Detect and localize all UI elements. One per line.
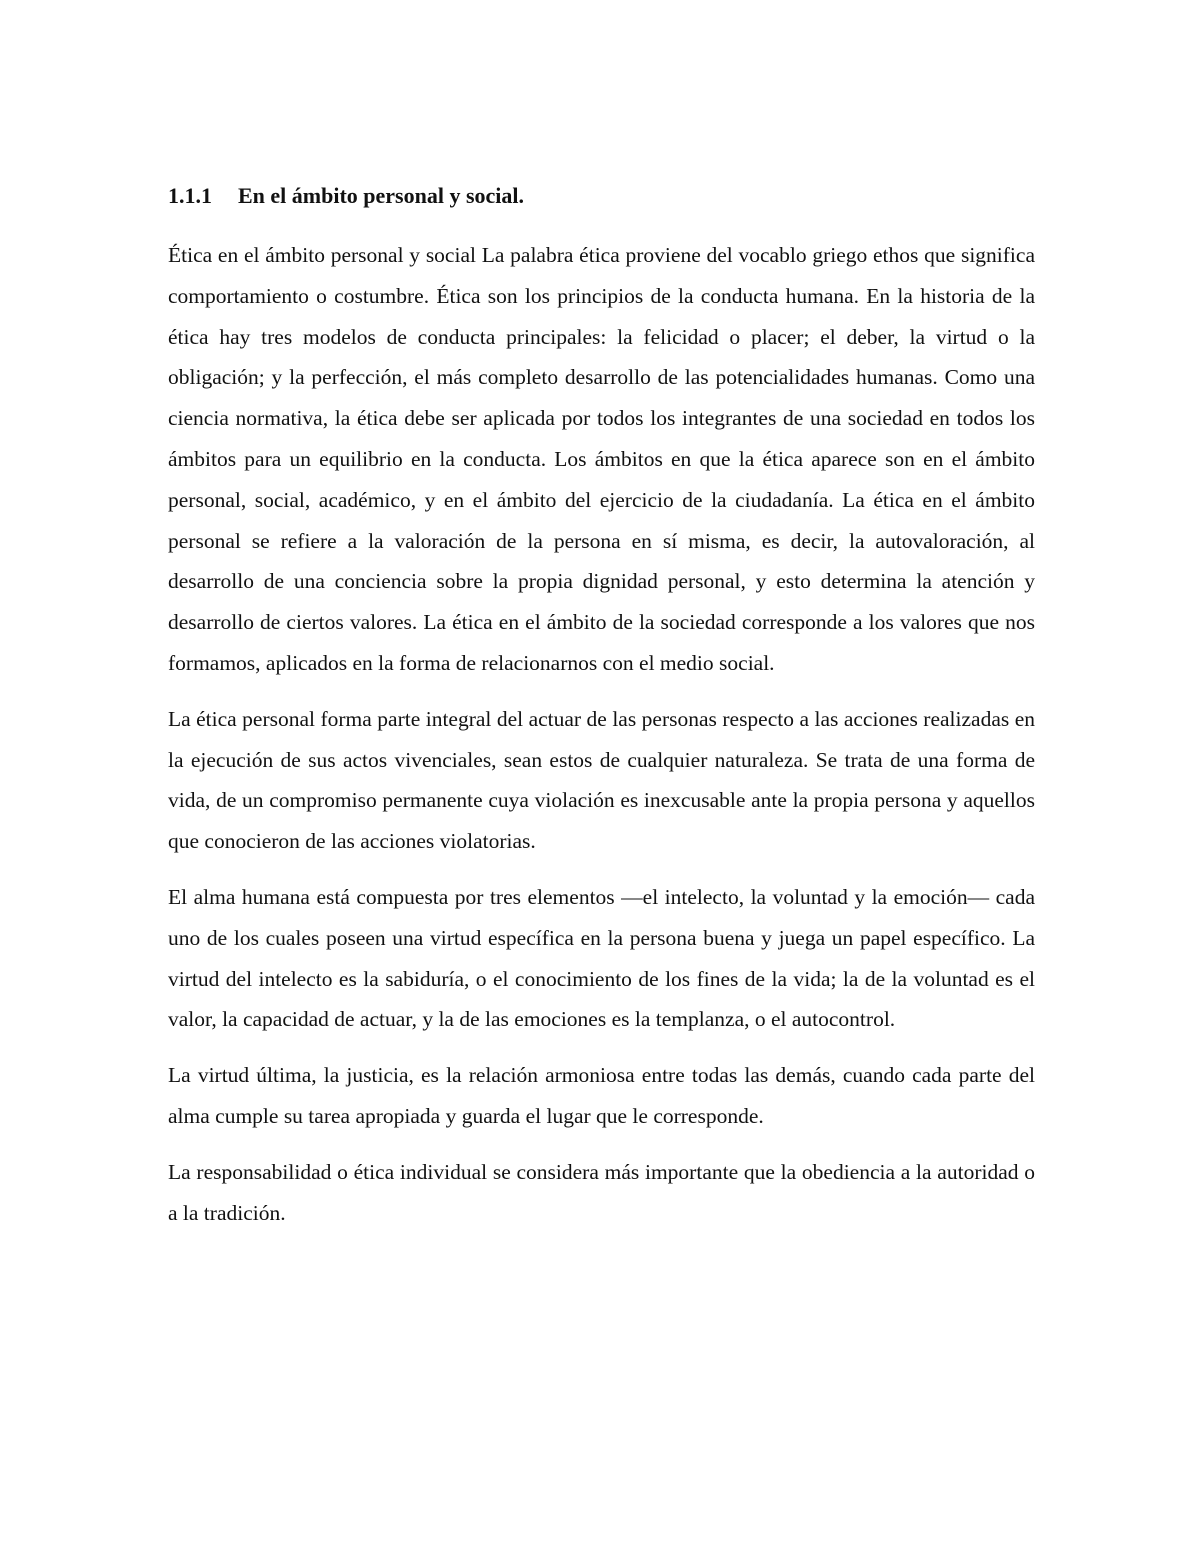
section-number: 1.1.1 <box>168 183 212 208</box>
document-body <box>168 181 1035 1248</box>
paragraph-1: Ética en el ámbito personal y social La palabra ética proviene del vocablo griego ethos que significa comportamiento o costumbre. Ética son los principios de la conducta humana. En la historia de la ética hay tres modelos de conducta principales: la felicidad o placer; el deber, la virtud o la obligación; y la perfección, el más completo desarrollo de las potencialidades humanas. Como una ciencia normativa, la ética debe ser aplicada por todos los integrantes de una sociedad en todos los ámbitos para un equilibrio en la conducta. Los ámbitos en que la ética aparece son en el ámbito personal, social, académico, y en el ámbito del ejercicio de la ciudadanía. La ética en el ámbito personal se refiere a la valoración de la persona en sí misma, es decir, la autovaloración, al desarrollo de una conciencia sobre la propia dignidad personal, y esto determina la atención y desarrollo de ciertos valores. La ética en el ámbito de la sociedad corresponde a los valores que nos formamos, aplicados en la forma de relacionarnos con el medio social. <box>168 243 1035 675</box>
section-heading <box>168 181 1035 211</box>
paragraph-3: El alma humana está compuesta por tres elementos —el intelecto, la voluntad y la emoción— cada uno de los cuales poseen una virtud específica en la persona buena y juega un papel específico. La virtud del intelecto es la sabiduría, o el conocimiento de los fines de la vida; la de la voluntad es el valor, la capacidad de actuar, y la de las emociones es la templanza, o el autocontrol. <box>168 884 1035 1032</box>
paragraph-2: La ética personal forma parte integral del actuar de las personas respecto a las acciones realizadas en la ejecución de sus actos vivenciales, sean estos de cualquier naturaleza. Se trata de una forma de vida, de un compromiso permanente cuya violación es inexcusable ante la propia persona y aquellos que conocieron de las acciones violatorias. <box>168 706 1035 854</box>
paragraph-4: La virtud última, la justicia, es la relación armoniosa entre todas las demás, cuando cada parte del alma cumple su tarea apropiada y guarda el lugar que le corresponde. <box>168 1063 1035 1128</box>
section-title: En el ámbito personal y social. <box>238 183 525 208</box>
paragraph-5: La responsabilidad o ética individual se considera más importante que la obediencia a la autoridad o a la tradición. <box>168 1159 1035 1225</box>
